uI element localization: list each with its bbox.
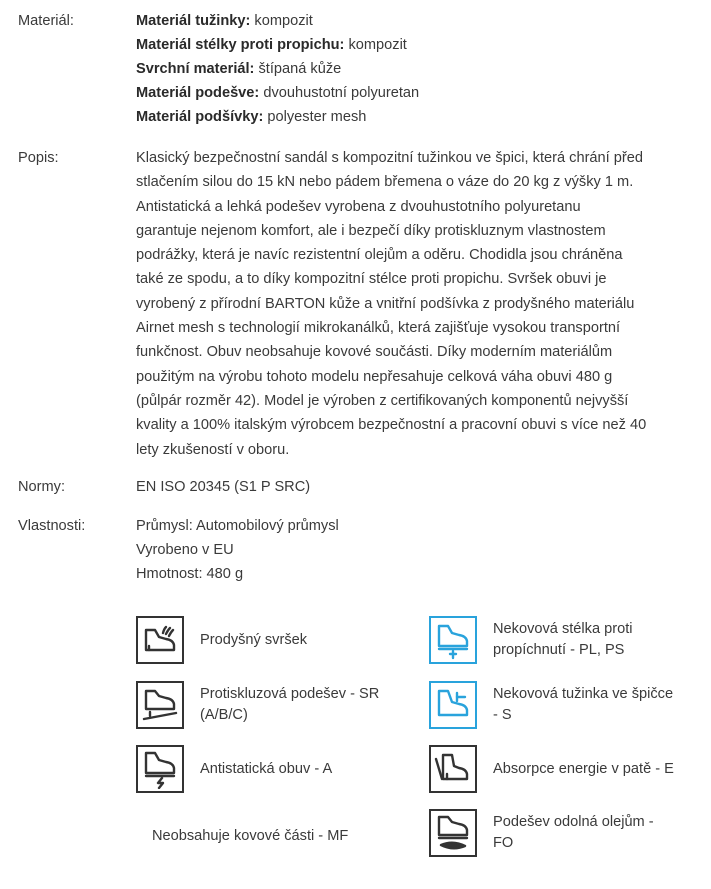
material-item-value: dvouhustotní polyuretan [263,85,420,101]
feature-item [152,812,348,860]
material-item-value: štípaná kůže [258,61,342,77]
breathable-upper-icon [136,616,184,664]
feature-text [200,630,307,651]
feature-text-line: Neobsahuje kovové části - MF [152,827,349,844]
description-line: podrážky, která je navíc rezistentní olejům a oděru. Chodidla jsou chráněna [136,247,623,264]
description-line: Klasický bezpečnostní sandál s kompozitní tužinkou ve špici, která chrání před [136,150,643,166]
description-line: lety zkušeností v oboru. [136,441,290,458]
feature-text [200,759,332,780]
oil-resistant-sole-icon [429,809,477,857]
description-line: funkčnost. Obuv neobsahuje kovové součásti. Díky moderním materiálům [136,344,613,361]
feature-item [429,616,633,664]
feature-item [429,681,673,729]
feature-text-line: Podešev odolná olejům - [493,814,654,830]
description-line: použitým na výrobu tohoto modelu nepřesahuje celková váha obuvi 480 g [136,368,613,385]
description-line: také ze spodu, a to díky kompozitní stélce proti propichu. Svršek obuvi je [136,271,607,288]
description-line: vyrobený z přírodní BARTON kůže a vnitřní podšívka z prodyšného materiálu [136,295,635,312]
feature-text-line: - S [493,707,512,723]
material-item-key: Materiál stélky proti propichu: [136,37,345,53]
property-line: Průmysl: Automobilový průmysl [136,518,339,534]
description-line: Airnet mesh s technologií mikrokanálků, která zajišťuje vysokou transportní [136,320,621,337]
feature-text-line: Nekovová stélka proti [493,621,633,637]
feature-text [493,759,674,780]
description-line: stlačením silou do 15 kN nebo pádem břemena o váze do 20 kg z výšky 1 m. [136,174,634,191]
material-item [136,105,696,129]
description-text [136,146,692,462]
feature-text [493,619,633,661]
feature-text [493,812,654,854]
material-item-key: Materiál podšívky: [136,109,264,125]
properties-list [136,514,696,586]
property-line: Vyrobeno v EU [136,542,234,558]
norms-value: EN ISO 20345 (S1 P SRC) [136,479,311,495]
non-metal-insole-icon [429,616,477,664]
feature-text-line: FO [493,835,514,851]
description-label: Popis: [18,150,59,166]
material-item-key: Materiál tužinky: [136,13,251,29]
feature-item [429,745,674,793]
anti-slip-sole-icon [136,681,184,729]
description-line: Antistatická a lehká podešev vyrobena z dvouhustotního polyuretanu [136,198,581,215]
feature-text-line: Nekovová tužinka ve špičce [493,686,674,702]
feature-text-line: Prodyšný svršek [200,631,308,648]
non-metal-toecap-icon [429,681,477,729]
feature-text-line: Absorpce energie v patě - E [493,760,674,777]
property-line: Hmotnost: 480 g [136,566,244,582]
material-item [136,9,696,33]
heel-energy-absorption-icon [429,745,477,793]
material-item [136,81,696,105]
material-item-key: Svrchní materiál: [136,61,255,77]
feature-text [493,684,673,726]
antistatic-icon [136,745,184,793]
material-item-value: kompozit [348,37,407,53]
feature-item [136,681,379,729]
feature-text-line: (A/B/C) [200,707,248,723]
material-item-key: Materiál podešve: [136,85,260,101]
material-item [136,33,696,57]
feature-text [200,684,379,726]
feature-text [152,826,348,847]
properties-label: Vlastnosti: [18,518,86,534]
material-label: Materiál: [18,13,74,29]
feature-text-line: Antistatická obuv - A [200,760,333,777]
material-item-value: kompozit [254,13,313,29]
feature-item [429,809,654,857]
norms-label: Normy: [18,479,66,495]
feature-item [136,745,332,793]
description-line: garantuje nejenom komfort, ale i bezpečí díky protiskluznym vlastnostem [136,222,606,239]
feature-text-line: propíchnutí - PL, PS [493,642,625,658]
material-list [136,9,696,129]
description-line: (půlpár rozměr 42). Model je výroben z certifikovaných komponentů nejvyšší [136,392,629,409]
feature-text-line: Protiskluzová podešev - SR [200,686,380,702]
material-item-value: polyester mesh [267,109,367,125]
feature-item [136,616,307,664]
material-item [136,57,696,81]
description-line: kvality a 100% italským výrobcem bezpečnostní a pracovní obuvi s více než 40 [136,417,647,434]
